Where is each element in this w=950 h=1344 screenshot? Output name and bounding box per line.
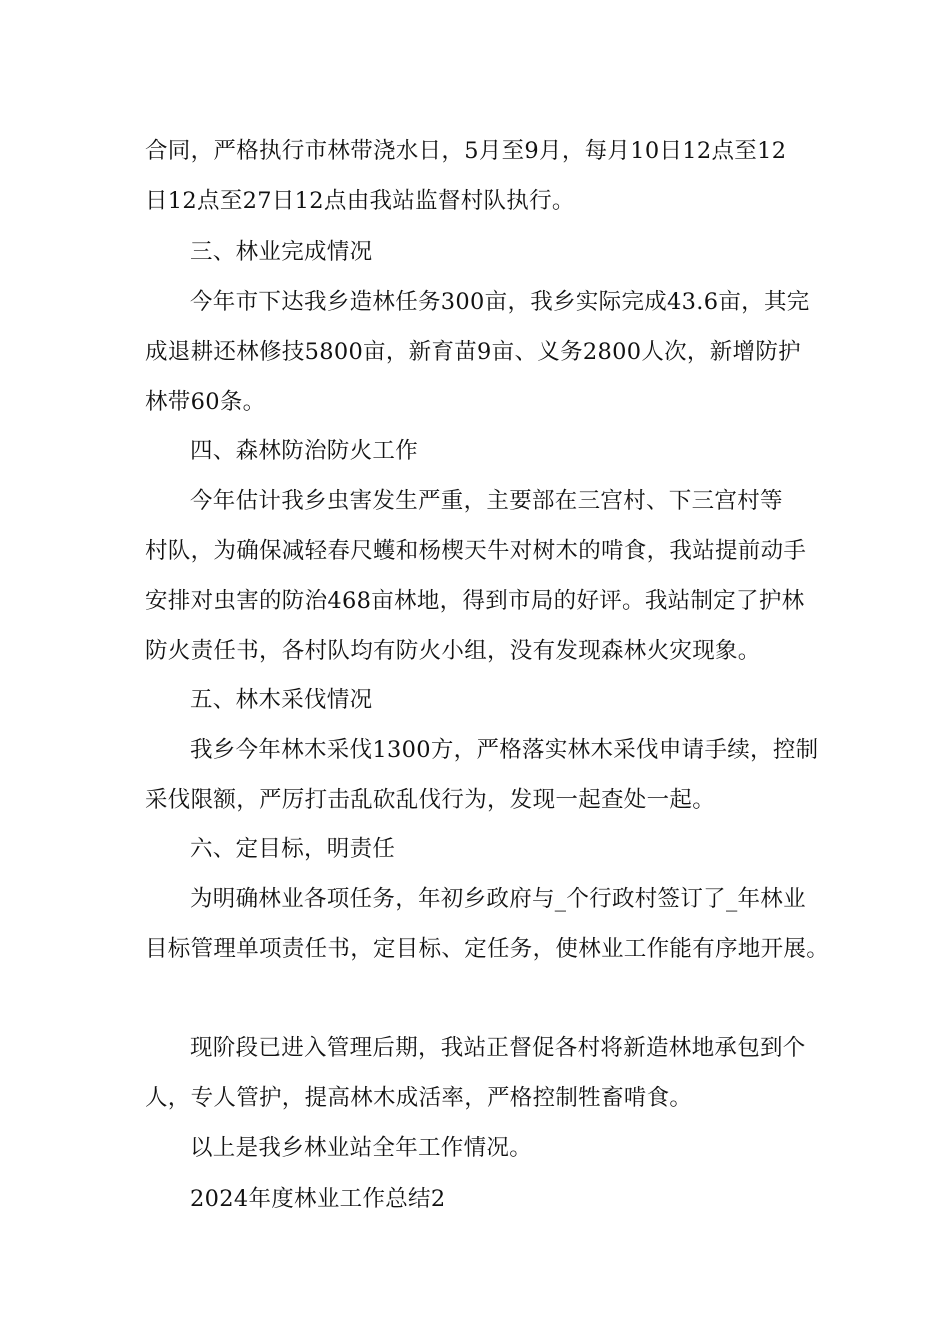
paragraph-line: 今年市下达我乡造林任务300亩，我乡实际完成43.6亩，其完 [190,289,810,315]
paragraph-line: 人，专人管护，提高林木成活率，严格控制牲畜啃食。 [145,1085,693,1111]
paragraph-line: 合同，严格执行市林带浇水日，5月至9月，每月10日12点至12 [145,138,787,164]
paragraph-line: 村队，为确保减轻春尺蠖和杨楔天牛对树木的啃食，我站提前动手 [145,538,807,564]
paragraph-line: 林带60条。 [145,389,266,415]
paragraph-line: 我乡今年林木采伐1300方，严格落实林木采伐申请手续，控制 [190,737,819,763]
paragraph-line: 为明确林业各项任务，年初乡政府与_个行政村签订了_年林业 [190,886,806,912]
paragraph-line: 日12点至27日12点由我站监督村队执行。 [145,188,575,214]
section-heading: 六、定目标，明责任 [190,836,396,862]
section-heading: 四、森林防治防火工作 [190,438,419,464]
section-heading: 三、林业完成情况 [190,239,373,265]
paragraph-line: 目标管理单项责任书，定目标、定任务，使林业工作能有序地开展。 [145,936,830,962]
paragraph-line: 以上是我乡林业站全年工作情况。 [190,1135,533,1161]
paragraph-line: 采伐限额，严厉打击乱砍乱伐行为，发现一起查处一起。 [145,787,716,813]
paragraph-line: 防火责任书，各村队均有防火小组，没有发现森林火灾现象。 [145,638,761,664]
section-heading: 五、林木采伐情况 [190,687,373,713]
paragraph-line: 安排对虫害的防治468亩林地，得到市局的好评。我站制定了护林 [145,588,805,614]
paragraph-line: 现阶段已进入管理后期，我站正督促各村将新造林地承包到个 [190,1035,806,1061]
document-title-next: 2024年度林业工作总结2 [190,1186,446,1212]
paragraph-line: 今年估计我乡虫害发生严重，主要部在三宫村、下三宫村等 [190,488,783,514]
paragraph-line: 成退耕还林修技5800亩，新育苗9亩、义务2800人次，新增防护 [145,339,801,365]
